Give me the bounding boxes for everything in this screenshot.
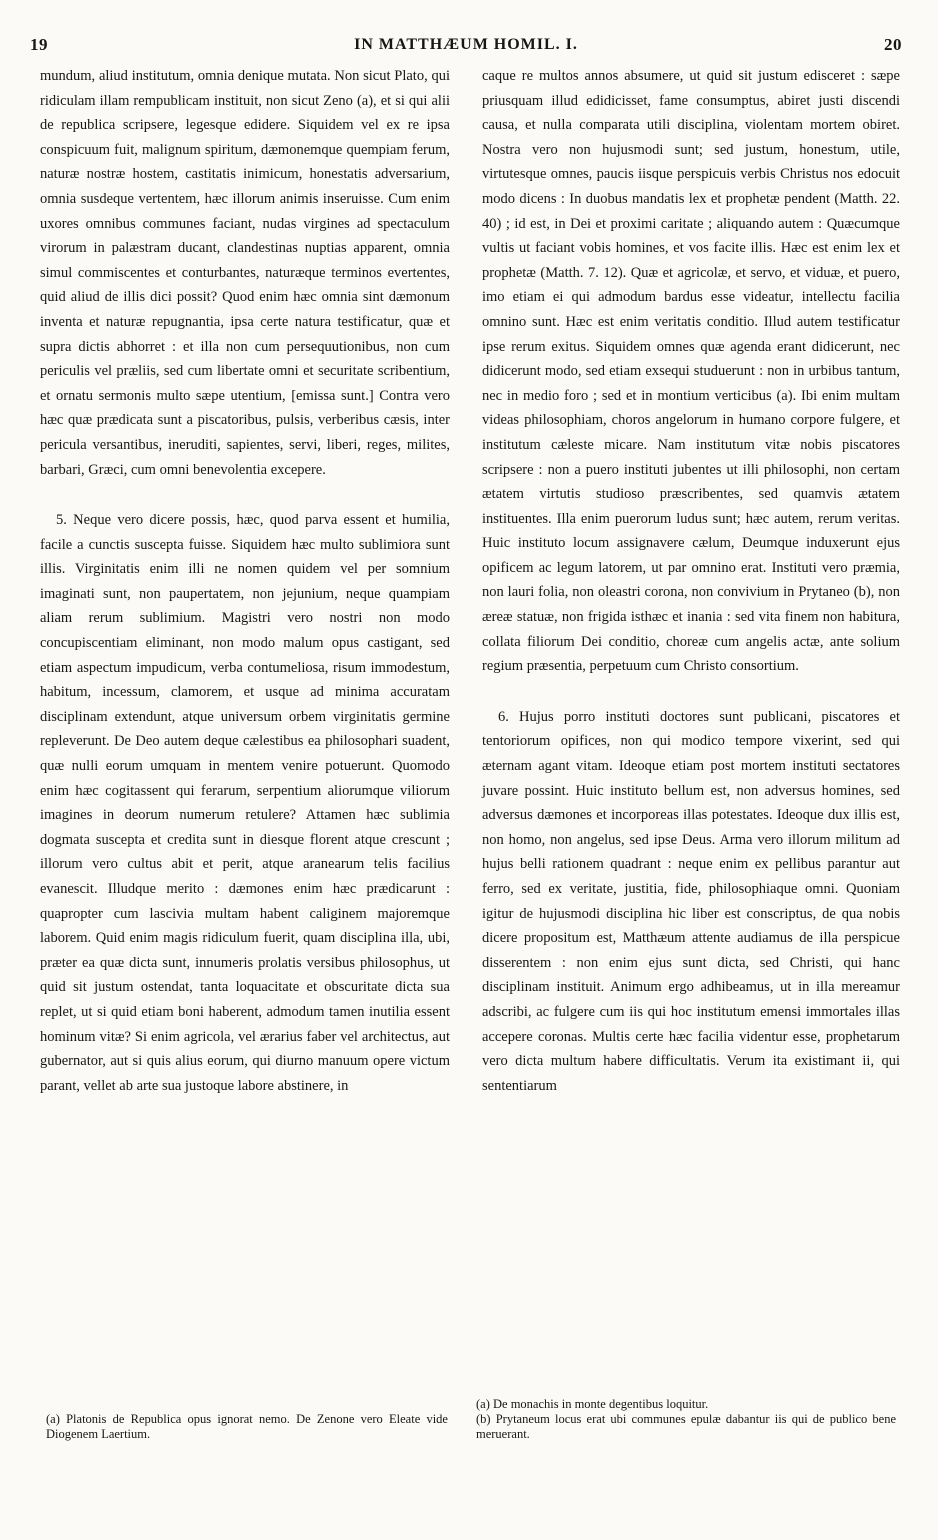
footnotes-left bbox=[46, 1412, 448, 1442]
page-number-left: 19 bbox=[30, 35, 48, 54]
left-paragraph-1: mundum, aliud institutum, omnia denique mutata. Non sicut Plato, qui ridiculam illam rempublicam instituit, non sicut Zeno (a), et si qui alii de republica scripsere, legesque edidere. Siquidem vel ex re ipsa conspicuum fuit, malignum spiritum, dæmonemque quempiam ferum, naturæ nostræ hostem, castitatis inimicum, honestatis adversarium, omnia susdeque vertentem, hæc illorum animis inseruisse. Cum enim uxores omnibus communes faciant, nudas virgines ad spectaculum virorum in palæstram ducant, clandestinas nuptias apparent, omnia simul commiscentes et conturbantes, naturæque terminos evertentes, quid aliud de illis dici possit? Quod enim hæc omnia sint dæmonum inventa et naturæ repugnantia, ipsa certe natura testificatur, quæ et supra dictis abhorret : et illa non cum persequutionibus, non cum periculis vel præliis, sed cum libertate omni et securitate scribentium, et ornatu sermonis multo sæpe utentium, [emissa sunt.] Contra vero hæc quæ prædicata sunt a piscatoribus, pulsis, verberibus cæsis, inter pericula versantibus, ineruditi, sapientes, servi, liberi, reges, milites, barbari, Græci, cum omni benevolentia excepere. bbox=[40, 68, 450, 478]
left-paragraph-2: 5. Neque vero dicere possis, hæc, quod parva essent et humilia, facile a cunctis suscepta fuisse. Siquidem hæc multo sublimiora sunt illis. Virginitatis enim illi ne nomen quidem vel per somnium imaginati sunt, non paupertatem, non jejunium, neque quampiam aliam rerum sublimium. Magistri vero nostri non modo concupiscentiam eliminant, non modo malum opus castigant, sed etiam aspectum impudicum, verba contumeliosa, risum immodestum, habitum, incessum, clamorem, et usque ad minima accuratam disciplinam extendunt, atque universum orbem virginitatis germine repleverunt. De Deo autem deque cælestibus ea philosophari suadent, quæ nulli eorum umquam in mentem venire potuerunt. Quomodo enim hæc cogitassent qui ferarum, serpentium aliorumque viliorum imagines in deorum numerum retulere? Attamen hæc sublimia dogmata suscepta et credita sunt in diesque florent atque crescunt ; illorum vero cultus abit et perit, atque aranearum telis facilius evanescit. Illudque merito : dæmones enim hæc prædicarunt : quapropter cum lascivia multam habent caliginem majoremque laborem. Quid enim magis ridiculum fuerit, quam disciplina illa, ubi, præter ea quæ dicta sunt, innumeris prolatis versibus philosophus, ut quid sit justum ostendat, tanta loquacitate et obscuritate dicta sua replet, ut si quid etiam boni haberent, admodum tamen inutilia essent hominum vitæ? Si enim agricola, vel ærarius faber vel architectus, aut gubernator, aut si quis alius eorum, qui diurno manuum opere victum parant, vellet ab arte sua justoque labore abstinere, in bbox=[40, 512, 450, 1094]
footnotes-right bbox=[476, 1397, 896, 1442]
right-column bbox=[482, 64, 900, 1098]
page-number-right: 20 bbox=[884, 35, 902, 54]
footnote-right-b: (b) Prytaneum locus erat ubi communes epulæ dabantur iis qui de publico bene meruerant. bbox=[476, 1412, 896, 1441]
footnote-right-a: (a) De monachis in monte degentibus loquitur. bbox=[476, 1397, 709, 1411]
left-column bbox=[40, 64, 450, 1098]
footnote-left-a: (a) Platonis de Republica opus ignorat nemo. De Zenone vero Eleate vide Diogenem Laertium. bbox=[46, 1412, 448, 1441]
right-paragraph-1: caque re multos annos absumere, ut quid sit justum edisceret : sæpe priusquam illud edidicisset, fame consumptus, abiret justi discendi causa, et nulla comparata utili disciplina, violentam mortem obiret. Nostra vero non hujusmodi sunt; sed justum, honestum, utile, virtutesque omnes, paucis iisque perspicuis verbis Christus nos edocuit modo dicens : In duobus mandatis lex et prophetæ pendent (Matth. 22. 40) ; id est, in Dei et proximi caritate ; aliquando autem : Quæcumque vultis ut faciant vobis homines, et vos facite illis. Hæc est enim lex et prophetæ (Matth. 7. 12). Quæ et agricolæ, et servo, et viduæ, et puero, imo etiam ei qui admodum bardus esse videatur, intellectu facilia omnino sunt. Hæc est enim veritatis conditio. Illud autem testificatur ipse rerum exitus. Siquidem omnes quæ agenda erant didicerunt, nec didicerunt modo, sed etiam exsequi studuerunt : non in urbibus tantum, nec in medio foro ; sed et in montium verticibus (a). Ibi enim multam videas philosophiam, choros angelorum in humano corpore fulgere, et institutum cæleste micare. Nam institutum vitæ nobis piscatores scripsere : non a puero instituti jubentes ut illi philosophi, non certam ætatem virtutis studioso præscribentes, sed quamvis ætatem instituentes. Illa enim puerorum ludus sunt; hæc autem, rerum veritas. Huic instituto locum assignavere cælum, Deumque induxerunt ejus opificem ac legum latorem, ut par omnino erat. Instituti vero præmia, non lauri folia, non oleastri corona, non convivium in Prytaneo (b), non æreæ statuæ, non frigida isthæc et inania : sed vita finem non habitura, collata filiorum Dei conditio, choreæ cum angelis actæ, ante solium regium præsentia, perpetuum cum Christo consortium. bbox=[482, 68, 900, 675]
running-header bbox=[30, 34, 902, 56]
right-paragraph-2: 6. Hujus porro instituti doctores sunt publicani, piscatores et tentoriorum opifices, non qui modico tempore vixerint, sed qui æternam agant vitam. Ideoque etiam post mortem instituti sectatores juvare possint. Huic instituto bellum est, non adversus homines, sed adversus dæmones et incorporeas illas potestates. Ideoque dux illis est, non homo, non angelus, sed ipse Deus. Arma vero illorum militum ad hujus belli rationem quadrant : neque enim ex pellibus parantur aut ferro, sed ex veritate, justitia, fide, philosophiaque omni. Quoniam igitur de hujusmodi disciplina hic liber est conscriptus, de qua nobis dicere propositum est, Matthæum attente audiamus de illa perspicue disserentem : non enim ejus sunt dicta, sed Christi, qui hanc disciplinam instituit. Animum ergo adhibeamus, ut in illa mereamur adscribi, ac fulgere cum iis qui hoc institutum emensi immortales illas accepere coronas. Multis certe hæc facilia videntur esse, prophetarum vero dicta multum habere difficultatis. Verum ita existimant ii, qui sententiarum bbox=[482, 708, 900, 1094]
running-title: IN MATTHÆUM HOMIL. I. bbox=[354, 36, 578, 53]
